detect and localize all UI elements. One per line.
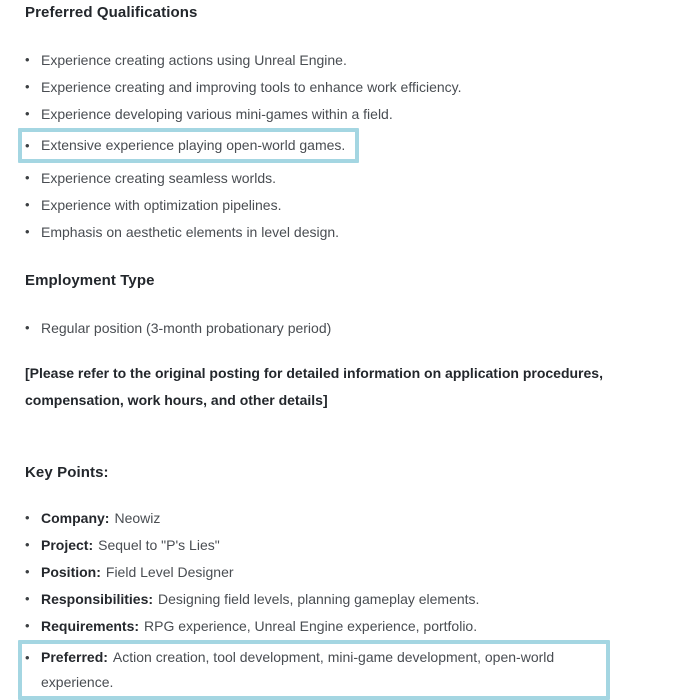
list-item <box>25 192 644 218</box>
list-item-text: Experience creating and improving tools to enhance work efficiency. <box>41 79 462 95</box>
list-item <box>25 315 644 341</box>
key-point <box>41 505 644 531</box>
key-point-text: Sequel to "P's Lies" <box>98 537 220 553</box>
section-heading-key-points: Key Points: <box>25 464 109 481</box>
key-point <box>41 559 644 585</box>
list-item <box>25 505 644 531</box>
key-point <box>41 532 644 558</box>
key-point-label: Preferred: <box>41 649 108 665</box>
list-item <box>25 559 644 585</box>
bullet-icon: • <box>25 591 30 606</box>
bullet-icon: • <box>25 79 30 94</box>
list-item-text: Experience creating actions using Unreal Engine. <box>41 52 347 68</box>
list-item <box>25 47 644 73</box>
list-item <box>25 532 644 558</box>
bullet-icon: • <box>25 170 30 185</box>
preferred-qualifications-list <box>25 47 644 245</box>
section-heading-preferred-qualifications: Preferred Qualifications <box>25 4 198 21</box>
key-point-label: Requirements: <box>41 618 140 634</box>
highlight-box <box>18 128 359 163</box>
list-item <box>25 165 644 191</box>
key-point-label: Project: <box>41 537 94 553</box>
section-heading-employment-type: Employment Type <box>25 272 155 289</box>
key-point-text: Action creation, tool development, mini-game development, open-world experience. <box>41 649 555 690</box>
highlighted-list-item-text: Extensive experience playing open-world games. <box>41 137 346 153</box>
key-point <box>41 586 644 612</box>
list-item-text: Experience developing various mini-games within a field. <box>41 106 393 122</box>
highlight-box <box>18 640 610 700</box>
bullet-icon: • <box>25 564 30 579</box>
bullet-icon: • <box>25 138 30 153</box>
key-point <box>41 645 596 695</box>
bullet-icon: • <box>25 224 30 239</box>
list-item <box>25 74 644 100</box>
list-item <box>25 613 644 639</box>
list-item <box>25 586 644 612</box>
bullet-icon: • <box>25 537 30 552</box>
list-item-text: Experience with optimization pipelines. <box>41 197 282 213</box>
bullet-icon: • <box>25 618 30 633</box>
list-item-text: Experience creating seamless worlds. <box>41 170 276 186</box>
key-point-label: Position: <box>41 564 101 580</box>
reference-note: [Please refer to the original posting for detailed information on application procedures, compensation, work hours, and other details] <box>25 365 603 408</box>
employment-type-list <box>25 315 644 341</box>
bullet-icon: • <box>25 320 30 335</box>
list-item <box>25 101 644 127</box>
key-point-text: RPG experience, Unreal Engine experience, portfolio. <box>144 618 478 634</box>
key-point-text: Designing field levels, planning gameplay elements. <box>158 591 480 607</box>
bullet-icon: • <box>25 106 30 121</box>
list-item-text: Regular position (3-month probationary period) <box>41 320 332 336</box>
key-points-list <box>25 505 644 700</box>
key-point <box>41 613 644 639</box>
bullet-icon: • <box>25 510 30 525</box>
key-point-label: Responsibilities: <box>41 591 154 607</box>
key-point-text: Neowiz <box>114 510 161 526</box>
list-item-text: Emphasis on aesthetic elements in level design. <box>41 224 340 240</box>
bullet-icon: • <box>25 197 30 212</box>
key-point-text: Field Level Designer <box>105 564 234 580</box>
bullet-icon: • <box>25 52 30 67</box>
job-posting-document <box>25 4 644 700</box>
bullet-icon: • <box>25 650 30 665</box>
key-point-label: Company: <box>41 510 110 526</box>
list-item <box>25 219 644 245</box>
